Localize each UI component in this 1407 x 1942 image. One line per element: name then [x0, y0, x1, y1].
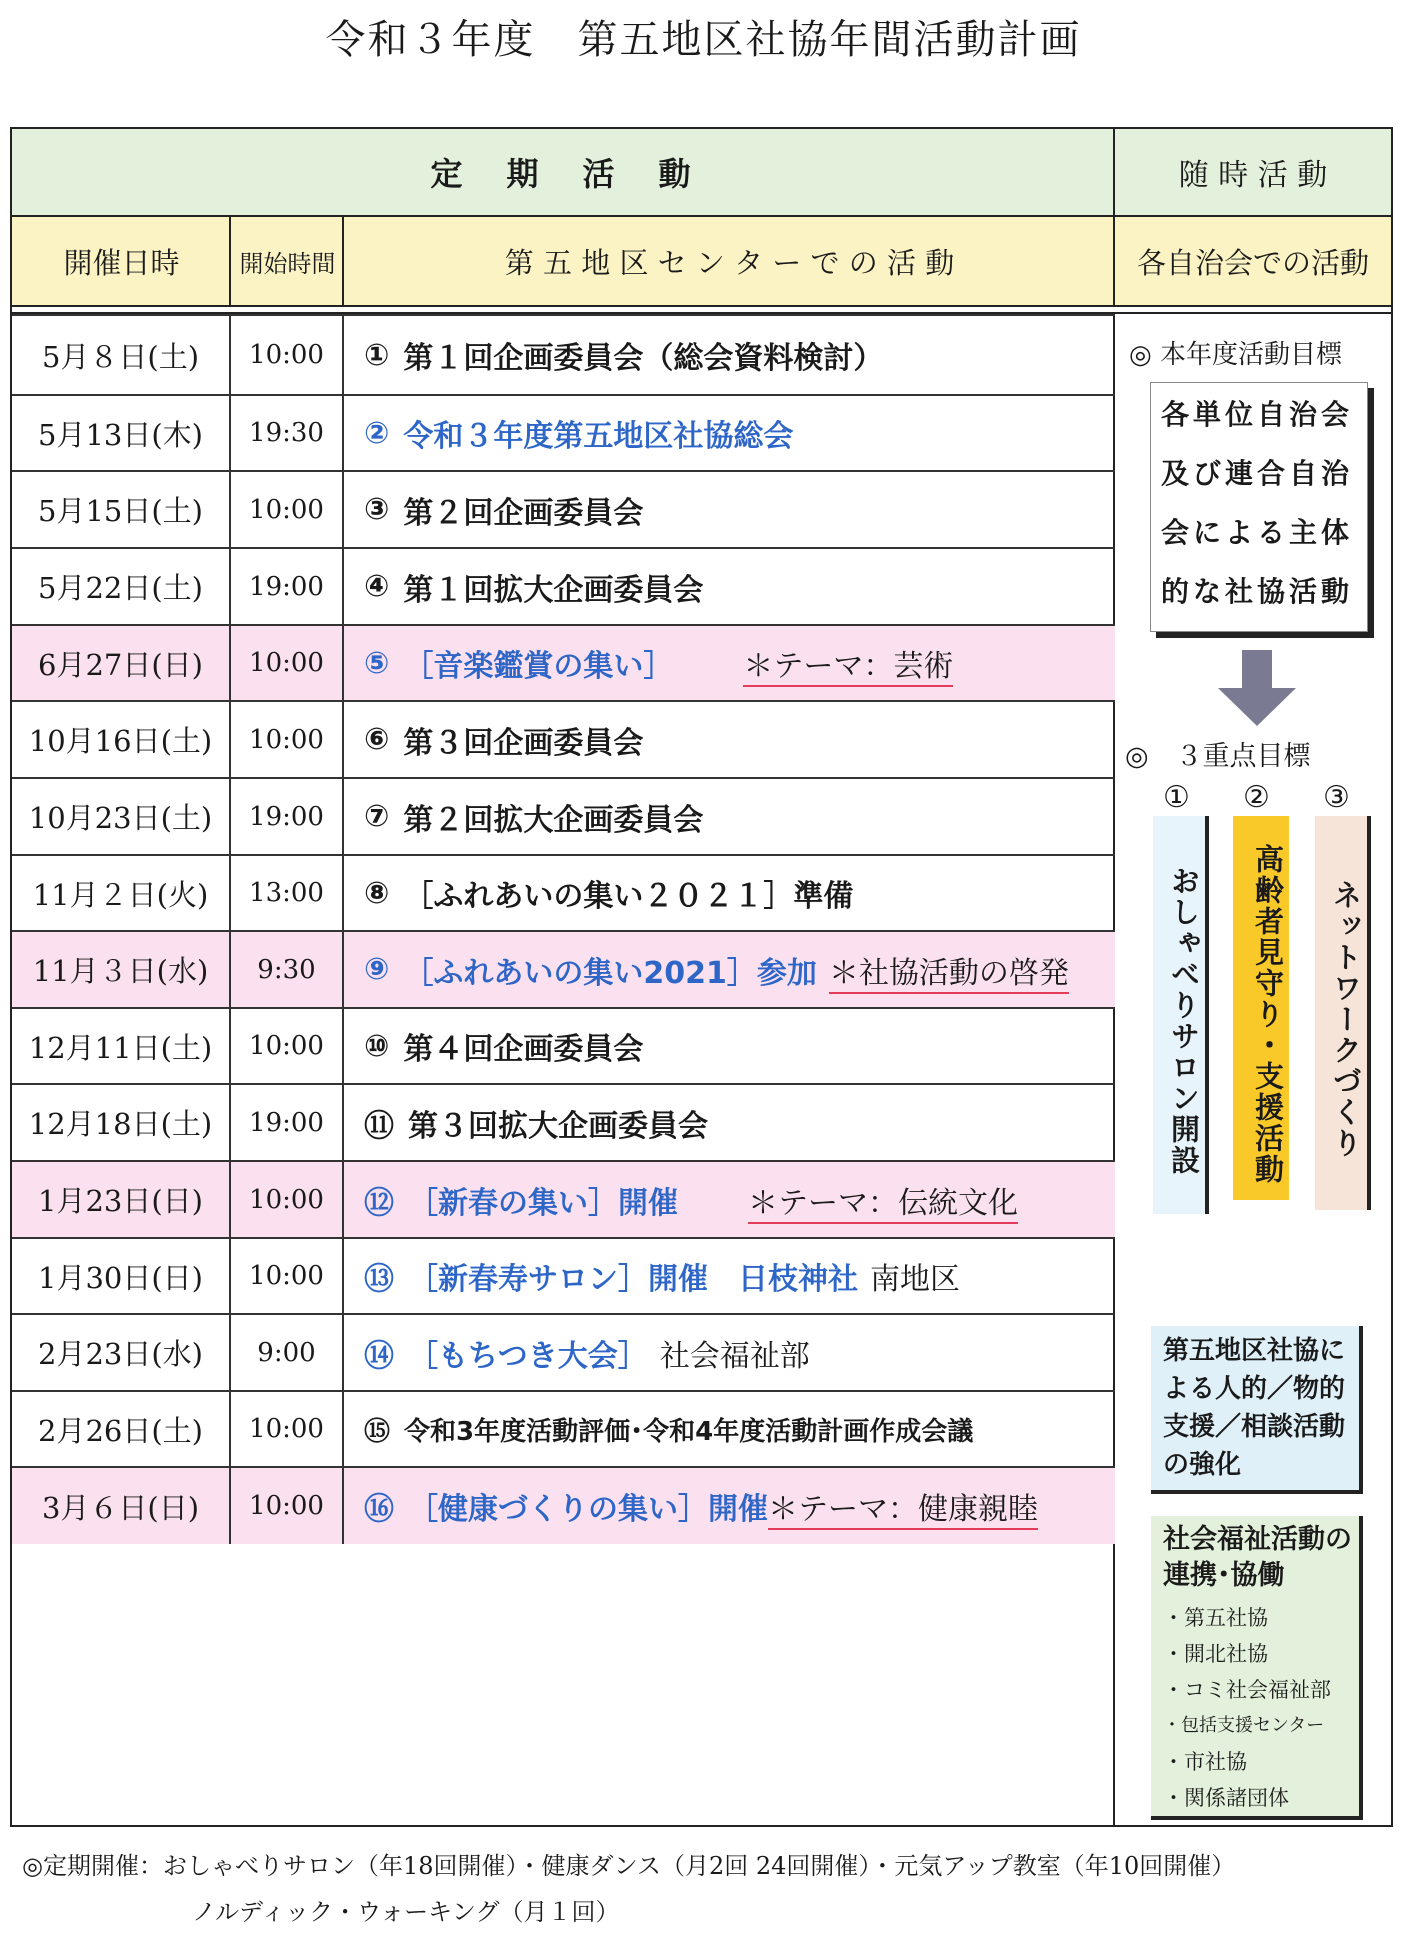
goal-line: 及び連合自治: [1161, 457, 1354, 490]
row-activity: [344, 1468, 1115, 1544]
row-note: ＊社協活動の啓発: [829, 948, 1069, 992]
row-number: ③: [364, 492, 390, 527]
row-date: 6月27日(日): [12, 626, 231, 700]
row-activity: [344, 316, 1115, 394]
table-row: [12, 1390, 1115, 1466]
row-title: 第３回拡大企画委員会: [408, 1108, 708, 1144]
row-date: 5月15日(土): [12, 472, 231, 547]
row-time: 10:00: [231, 626, 344, 700]
row-title: 第３回企画委員会: [403, 725, 644, 761]
row-date: 11月３日(水): [12, 932, 231, 1007]
row-note: 社会福祉部: [659, 1338, 810, 1374]
row-number: ②: [364, 415, 390, 451]
row-activity: [344, 396, 1115, 470]
row-time: 13:00: [231, 856, 344, 930]
row-activity: [344, 1315, 1115, 1390]
row-number: ⑨: [364, 952, 390, 987]
row-note: ＊テーマ：伝統文化: [748, 1178, 1018, 1222]
table-row: [12, 470, 1115, 547]
row-title: ［ふれあいの集い２０２１］準備: [403, 879, 854, 914]
row-time: 10:00: [231, 1162, 344, 1237]
row-note: ＊テーマ：健康親睦: [768, 1484, 1038, 1528]
row-title: ［音楽鑑賞の集い］: [403, 649, 674, 684]
row-activity: [344, 856, 1115, 930]
goal-line: 各単位自治会: [1161, 398, 1354, 431]
col-activity-header: 第 五 地 区 セ ン タ ー で の 活 動: [344, 217, 1115, 307]
cooperation-title: 社会福祉活動の連携･協働: [1163, 1524, 1352, 1591]
table-row: [12, 1007, 1115, 1083]
list-item: ・ 開北社協: [1163, 1636, 1355, 1672]
row-number: ①: [364, 337, 390, 373]
list-item: ・ 関係諸団体: [1163, 1780, 1355, 1816]
goal-label: ◎ 本年度活動目標: [1129, 340, 1342, 370]
down-arrow-icon: [1242, 650, 1272, 690]
row-activity: [344, 1239, 1115, 1313]
table-row: [12, 547, 1115, 624]
row-date: 5月８日(土): [12, 316, 231, 394]
row-date: 5月13日(木): [12, 396, 231, 470]
row-activity: [344, 932, 1115, 1007]
focus-bar-network: ネットワークづくり: [1315, 816, 1371, 1210]
table-row: [12, 1083, 1115, 1160]
row-title: 第２回企画委員会: [403, 495, 644, 531]
row-date: 10月23日(土): [12, 779, 231, 854]
row-date: 1月30日(日): [12, 1239, 231, 1313]
row-number: ⑭: [364, 1338, 394, 1374]
row-activity: [344, 1085, 1115, 1160]
table-row: [12, 624, 1115, 700]
cooperation-list: [1163, 1600, 1355, 1816]
col-date-header: 開催日時: [12, 217, 231, 307]
row-title: ［ふれあいの集い2021］参加: [403, 955, 817, 991]
row-activity: [344, 1009, 1115, 1083]
row-date: 10月16日(土): [12, 702, 231, 777]
row-number: ④: [364, 569, 390, 604]
row-note: ＊テーマ：芸術: [743, 641, 953, 685]
row-time: 10:00: [231, 1468, 344, 1544]
focus-bar-watch: 高齢者見守り・支援活動: [1233, 816, 1289, 1200]
row-note: 南地区: [870, 1262, 960, 1297]
footer-line: ノルディック・ウォーキング（月１回）: [192, 1898, 620, 1926]
row-date: 12月11日(土): [12, 1009, 231, 1083]
row-activity: [344, 549, 1115, 624]
row-title: 第１回拡大企画委員会: [403, 572, 704, 608]
row-activity: [344, 1392, 1115, 1466]
row-title: 第４回企画委員会: [403, 1032, 644, 1067]
row-number: ⑬: [364, 1262, 394, 1297]
row-time: 10:00: [231, 1009, 344, 1083]
row-number: ⑤: [364, 645, 390, 681]
row-title: 令和3年度活動評価･令和4年度活動計画作成会議: [404, 1416, 974, 1447]
row-activity: [344, 626, 1115, 700]
row-time: 10:00: [231, 472, 344, 547]
row-title: 第１回企画委員会（総会資料検討）: [403, 341, 884, 376]
regular-activities-header: 定 期 活 動: [12, 129, 1115, 217]
table-row: [12, 700, 1115, 777]
footer-line: ◎定期開催：おしゃべりサロン（年18回開催）・健康ダンス（月2回 24回開催）・元気アップ教室（年10回開催）: [22, 1852, 1236, 1880]
footer-note: [22, 1843, 1235, 1935]
focus-number: ③: [1323, 780, 1350, 815]
table-row: [12, 1313, 1115, 1390]
row-date: 1月23日(日): [12, 1162, 231, 1237]
schedule-table: [10, 127, 1393, 1827]
col-time-header: 開始時間: [231, 217, 344, 307]
row-time: 10:00: [231, 316, 344, 394]
list-item: ・ 包括支援センター: [1163, 1708, 1355, 1744]
focus-bar-salon: おしゃべりサロン開設: [1153, 816, 1209, 1214]
table-row: [12, 394, 1115, 470]
cooperation-box: [1151, 1516, 1363, 1820]
row-date: 2月23日(水): [12, 1315, 231, 1390]
annual-goal-box: [1150, 382, 1368, 632]
goal-line: 会による主体: [1161, 516, 1354, 549]
row-title: 第２回拡大企画委員会: [403, 802, 704, 838]
focus-number: ①: [1163, 780, 1190, 815]
row-title: ［健康づくりの集い］開催: [408, 1492, 768, 1527]
goal-line: 的な社協活動: [1161, 575, 1354, 608]
row-number: ⑧: [364, 875, 390, 911]
row-time: 19:30: [231, 396, 344, 470]
table-row: [12, 1237, 1115, 1313]
focus-number: ②: [1243, 780, 1270, 815]
row-time: 9:30: [231, 932, 344, 1007]
table-row: [12, 1466, 1115, 1544]
row-time: 9:00: [231, 1315, 344, 1390]
table-row: [12, 1160, 1115, 1237]
focus-label: ◎ ３重点目標: [1125, 741, 1311, 772]
down-arrow-icon: [1218, 688, 1296, 726]
row-time: 10:00: [231, 1239, 344, 1313]
row-title: ［新春の集い］開催: [408, 1185, 678, 1221]
row-title: 令和３年度第五地区社協総会: [403, 419, 794, 454]
table-row: [12, 314, 1115, 394]
row-number: ⑮: [364, 1416, 391, 1447]
table-row: [12, 930, 1115, 1007]
row-activity: [344, 779, 1115, 854]
row-time: 10:00: [231, 702, 344, 777]
row-date: 5月22日(土): [12, 549, 231, 624]
table-row: [12, 777, 1115, 854]
row-activity: [344, 702, 1115, 777]
col-local-header: 各自治会での活動: [1115, 217, 1391, 307]
adhoc-column: [1115, 314, 1391, 1824]
row-activity: [344, 472, 1115, 547]
row-date: 3月６日(日): [12, 1468, 231, 1544]
row-time: 19:00: [231, 549, 344, 624]
row-number: ⑫: [364, 1185, 394, 1221]
row-time: 10:00: [231, 1392, 344, 1466]
row-date: 2月26日(土): [12, 1392, 231, 1466]
row-number: ⑪: [364, 1108, 394, 1144]
row-time: 19:00: [231, 779, 344, 854]
row-number: ⑯: [364, 1492, 394, 1527]
adhoc-activities-header: 随 時 活 動: [1115, 129, 1391, 217]
list-item: ・ 第五社協: [1163, 1600, 1355, 1636]
row-date: 11月２日(火): [12, 856, 231, 930]
row-time: 19:00: [231, 1085, 344, 1160]
row-date: 12月18日(土): [12, 1085, 231, 1160]
support-box: 第五地区社協による人的／物的支援／相談活動の強化: [1151, 1326, 1363, 1494]
row-title: ［新春寿サロン］開催 日枝神社: [408, 1262, 858, 1297]
row-title: ［もちつき大会］: [408, 1338, 648, 1374]
list-item: ・ 市社協: [1163, 1744, 1355, 1780]
table-row: [12, 854, 1115, 930]
row-activity: [344, 1162, 1115, 1237]
page-title: 令和３年度 第五地区社協年間活動計画: [325, 17, 1082, 63]
row-number: ⑥: [364, 722, 390, 757]
row-number: ⑩: [364, 1028, 390, 1064]
row-number: ⑦: [364, 799, 390, 834]
list-item: ・ コミ社会福祉部: [1163, 1672, 1355, 1708]
